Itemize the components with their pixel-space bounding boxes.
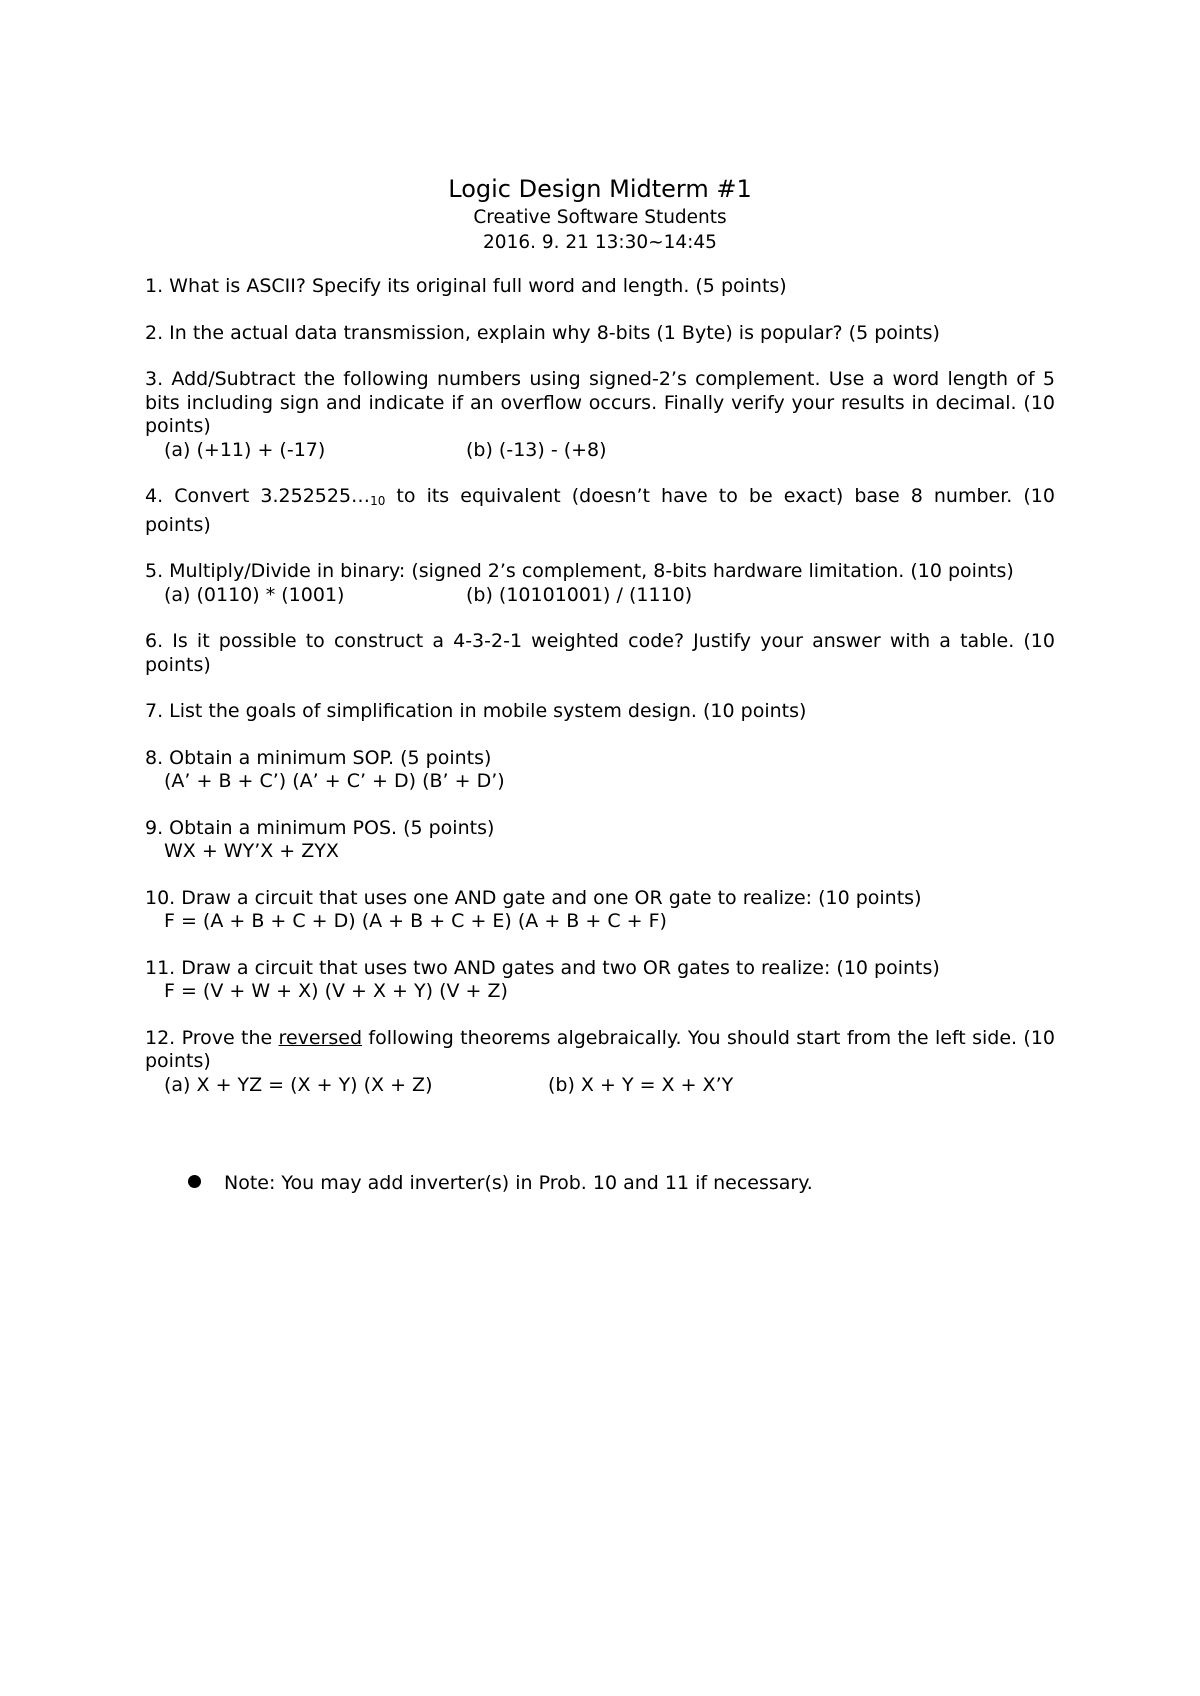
question-7 [145,700,1055,724]
question-4-text-start: 4. Convert 3.252525… [145,485,371,507]
question-8-expression: (A’ + B + C’) (A’ + C’ + D) (B’ + D’) [164,770,505,792]
question-9-text: 9. Obtain a minimum POS. (5 points) [145,816,495,839]
question-1 [145,275,1055,299]
question-9-expression: WX + WY’X + ZYX [164,840,339,862]
question-9 [145,817,1055,864]
question-3-part-b: (b) (-13) - (+8) [466,438,607,461]
question-5-part-b: (b) (10101001) / (1110) [466,583,693,606]
page-subtitle: Creative Software Students [473,207,727,228]
question-8 [145,747,1055,794]
question-11-expression: F = (V + W + X) (V + X + Y) (V + Z) [164,980,508,1002]
question-11 [145,957,1055,1004]
question-12-part-a: (a) X + YZ = (X + Y) (X + Z) [164,1073,433,1096]
question-3-part-a: (a) (+11) + (-17) [164,438,326,461]
question-10 [145,887,1055,934]
question-8-text: 8. Obtain a minimum SOP. (5 points) [145,746,492,769]
question-6-text: 6. Is it possible to construct a 4-3-2-1 weighted code? Justify your answer with a table. (10 points) [145,630,1055,676]
question-12-parts [145,1074,1055,1098]
question-10-text: 10. Draw a circuit that uses one AND gate and one OR gate to realize: (10 points) [145,886,922,909]
question-12-underlined-word: reversed [278,1026,363,1049]
question-2-text: 2. In the actual data transmission, explain why 8-bits (1 Byte) is popular? (5 points) [145,321,940,344]
question-1-text: 1. What is ASCII? Specify its original full word and length. (5 points) [145,275,787,297]
question-4-text-end: to its equivalent (doesn’t have to be exact) base 8 number. (10 points) [145,485,1055,536]
question-12-text-start: 12. Prove the [145,1026,279,1049]
question-7-text: 7. List the goals of simplification in mobile system design. (10 points) [145,700,807,722]
question-5-part-a: (a) (0110) * (1001) [164,583,345,606]
question-12 [145,1027,1055,1098]
note-text: Note: You may add inverter(s) in Prob. 10 and 11 if necessary. [224,1172,813,1194]
question-6 [145,630,1055,677]
question-12-text-end: following theorems algebraically. You should start from the left side. (10 points) [145,1026,1056,1072]
question-5-text: 5. Multiply/Divide in binary: (signed 2’s complement, 8-bits hardware limitation. (10 points) [145,560,1014,582]
question-5 [145,560,1055,607]
question-3-text: 3. Add/Subtract the following numbers using signed-2’s complement. Use a word length of 5 bits including sign and indicate if an overflow occurs. Finally verify your results in decimal. (10 points) [145,368,1055,437]
question-2 [145,322,1055,346]
question-4-base-subscript: 10 [370,494,386,508]
question-4 [145,485,1055,537]
question-list [145,275,1055,1120]
question-11-text: 11. Draw a circuit that uses two AND gates and two OR gates to realize: (10 points) [145,956,940,979]
page-title: Logic Design Midterm #1 [448,175,752,203]
question-12-part-b: (b) X + Y = X + X’Y [548,1073,734,1096]
bullet-icon [188,1175,201,1188]
question-10-expression: F = (A + B + C + D) (A + B + C + E) (A + B + C + F) [164,910,667,932]
question-12-text [145,1027,1055,1074]
note [188,1171,813,1195]
question-3 [145,368,1055,462]
exam-date: 2016. 9. 21 13:30~14:45 [483,232,717,253]
question-3-parts [145,439,1055,463]
question-5-parts [145,584,1055,608]
